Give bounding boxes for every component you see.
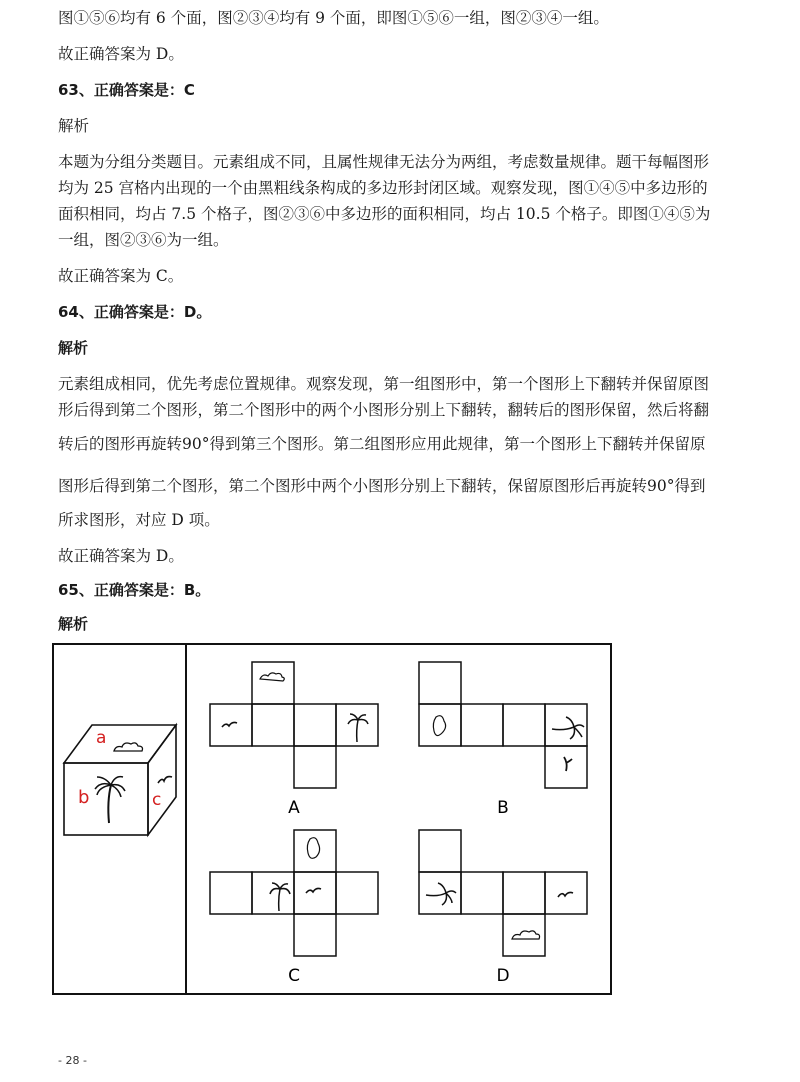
text-line-2: 故正确答案为 D。 — [58, 45, 184, 63]
text-line-13: 形后得到第二个图形，第二个图形中的两个小图形分别上下翻转，翻转后的图形保留，然后将翻 — [58, 401, 710, 419]
bird-icon — [158, 777, 172, 784]
page-number: - 28 - — [58, 1054, 87, 1067]
option-d-label: D — [496, 966, 510, 986]
cube-top-face — [64, 725, 176, 763]
text-line-6: 均为 25 宫格内出现的一个由黑粗线条构成的多边形封闭区域。观察发现，图①④⑤中多边形的 — [58, 179, 708, 197]
cloud-icon — [114, 743, 143, 751]
text-line-8: 一组，图②③⑥为一组。 — [58, 231, 229, 249]
cube-label-a: a — [96, 728, 107, 748]
cube-front-face — [64, 763, 148, 835]
cube-label-b: b — [78, 787, 90, 808]
text-line-15: 图形后得到第二个图形，第二个图形中两个小图形分别上下翻转，保留原图形后再旋转90°得到 — [58, 477, 706, 495]
text-line-16: 所求图形，对应 D 项。 — [58, 511, 220, 529]
option-b-net — [419, 662, 587, 788]
text-line-12: 元素组成相同，优先考虑位置规律。观察发现，第一组图形中，第一个图形上下翻转并保留原图 — [58, 375, 710, 393]
cube-label-c: c — [152, 790, 162, 810]
option-c-label: C — [288, 966, 300, 986]
q65-analysis-label: 解析 — [58, 615, 89, 633]
q63-analysis-label: 解析 — [58, 117, 90, 135]
option-b-label: B — [497, 798, 509, 818]
option-a-net — [210, 662, 378, 788]
q63-answer-heading: 63、正确答案是：C — [58, 81, 195, 99]
text-line-1: 图①⑤⑥均有 6 个面，图②③④均有 9 个面，即图①⑤⑥一组，图②③④一组。 — [58, 9, 609, 27]
text-line-5: 本题为分组分类题目。元素组成不同，且属性规律无法分为两组，考虑数量规律。题干每幅图形 — [58, 153, 710, 171]
option-c-net — [210, 830, 378, 956]
q64-analysis-label: 解析 — [58, 339, 89, 357]
option-a-label: A — [288, 798, 300, 818]
q65-answer-heading: 65、正确答案是：B。 — [58, 581, 211, 599]
option-d-net — [419, 830, 587, 956]
cube-drawing — [64, 725, 176, 835]
text-line-17: 故正确答案为 D。 — [58, 547, 184, 565]
q64-answer-heading: 64、正确答案是：D。 — [58, 303, 212, 321]
text-line-14: 转后的图形再旋转90°得到第三个图形。第二组图形应用此规律，第一个图形上下翻转并保留原 — [58, 435, 706, 453]
text-line-9: 故正确答案为 C。 — [58, 267, 184, 285]
text-line-7: 面积相同，均占 7.5 个格子，图②③⑥中多边形的面积相同，均占 10.5 个格子。即图①④⑤为 — [58, 205, 711, 223]
cube-net-figure — [52, 643, 612, 995]
figure-frame — [53, 644, 611, 994]
